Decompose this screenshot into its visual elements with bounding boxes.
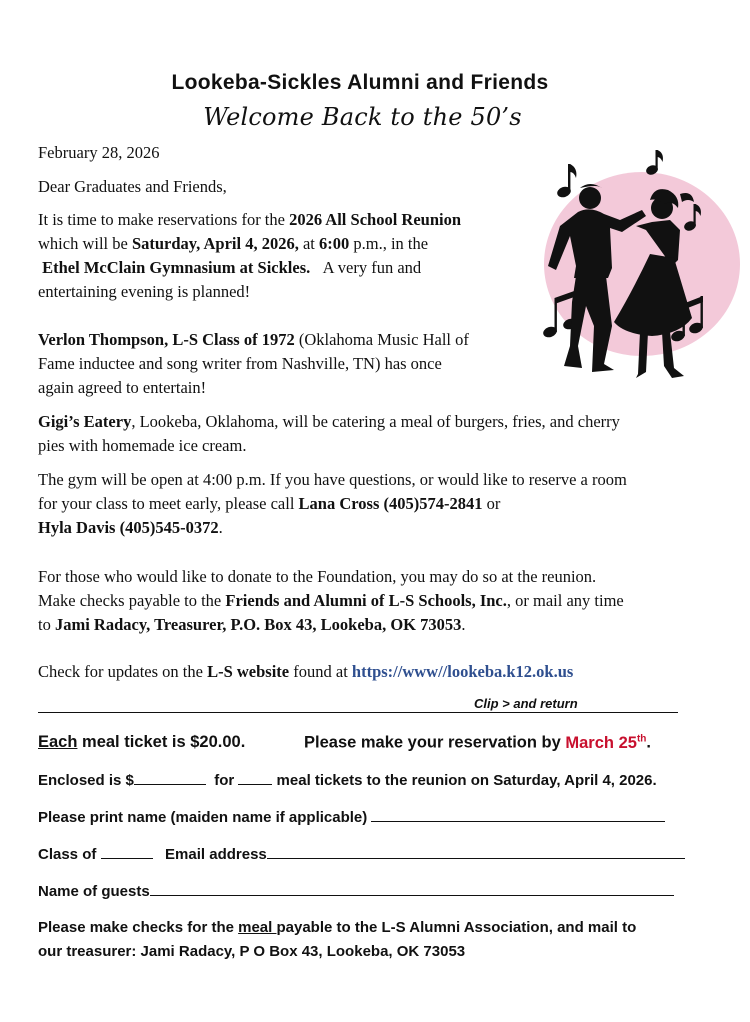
org-title: Lookeba-Sickles Alumni and Friends bbox=[171, 71, 549, 94]
enclosed-line: Enclosed is $ for meal tickets to the reunion on Saturday, April 4, 2026. bbox=[38, 772, 657, 789]
name-line: Please print name (maiden name if applicable) bbox=[38, 807, 665, 826]
clip-label: Clip > and return bbox=[474, 696, 578, 711]
paragraph-contacts: The gym will be open at 4:00 p.m. If you have questions, or would like to reserve a room for your class to meet early, please call Lana Cross (405)574-2841 or Hyla Davis (405)545-0372. bbox=[38, 470, 627, 537]
guests-line: Name of guests bbox=[38, 881, 674, 900]
paragraph-entertainment: Verlon Thompson, L-S Class of 1972 (Oklahoma Music Hall of Fame inductee and song writer from Nashville, TN) has once again agreed to entertain! bbox=[38, 330, 469, 397]
clip-line bbox=[38, 712, 678, 713]
paragraph-website: Check for updates on the L-S website found at https://www//lookeba.k12.ok.us bbox=[38, 662, 574, 681]
deadline-line: Please make your reservation by March 25th. bbox=[304, 733, 651, 752]
letter-date: February 28, 2026 bbox=[38, 143, 160, 162]
guests-field[interactable] bbox=[150, 881, 674, 896]
amount-field[interactable] bbox=[134, 770, 206, 785]
price-line: Each meal ticket is $20.00. bbox=[38, 733, 246, 751]
paragraph-donations: For those who would like to donate to the Foundation, you may do so at the reunion. Make checks payable to the Friends and Alumni of L-S Schools, Inc., or mail any time to Jami Radacy, Treasurer, P.O. Box 43, Lookeba, OK 73053. bbox=[38, 567, 624, 634]
theme-title: Welcome Back to the 50’s bbox=[203, 103, 522, 131]
salutation: Dear Graduates and Friends, bbox=[38, 177, 227, 196]
checks-instructions: Please make checks for the meal payable to the L-S Alumni Association, and mail to our treasurer: Jami Radacy, P O Box 43, Lookeba, OK 73053 bbox=[38, 919, 637, 960]
name-field[interactable] bbox=[371, 807, 665, 822]
deadline-date: March 25th bbox=[565, 733, 647, 752]
email-field[interactable] bbox=[267, 844, 685, 859]
paragraph-reservations: It is time to make reservations for the 2026 All School Reunion which will be Saturday, April 4, 2026, at 6:00 p.m., in the Ethel McClain Gymnasium at Sickles. A very fun and entertaining evening is planned! bbox=[38, 210, 462, 301]
ticket-count-field[interactable] bbox=[238, 770, 272, 785]
class-year-field[interactable] bbox=[101, 844, 153, 859]
website-link[interactable]: https://www//lookeba.k12.ok.us bbox=[351, 662, 574, 681]
class-email-line: Class of Email address bbox=[38, 844, 685, 863]
paragraph-catering: Gigi’s Eatery, Lookeba, Oklahoma, will be catering a meal of burgers, fries, and cherry pies with homemade ice cream. bbox=[38, 412, 620, 455]
dancing-couple-icon bbox=[530, 136, 742, 396]
